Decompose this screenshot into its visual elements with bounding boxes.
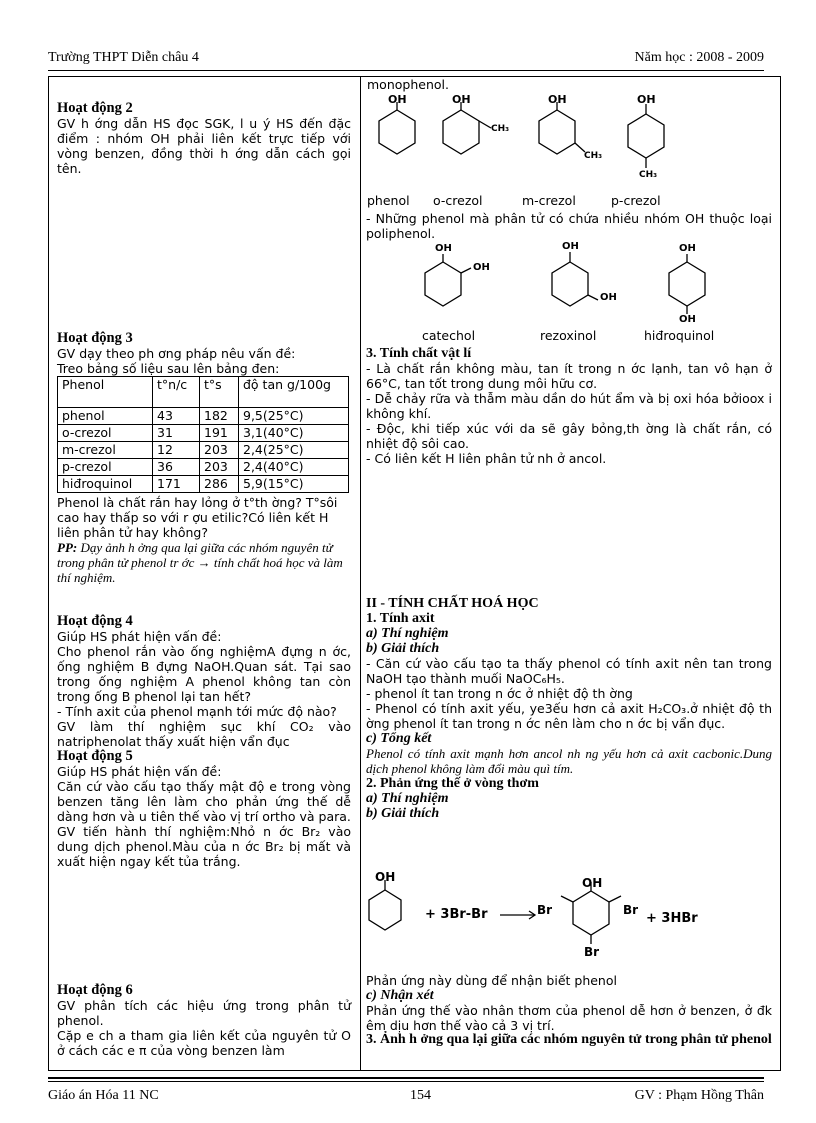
footer-title: Giáo án Hóa 11 NC (48, 1088, 159, 1103)
activity-4-title: Hoạt động 4 (57, 613, 133, 629)
table-row (58, 442, 349, 459)
table-cell: 5,9(15°C) (239, 476, 349, 493)
table-cell: 12 (153, 442, 200, 459)
table-cell: phenol (58, 408, 153, 425)
m-crezol-ring (539, 102, 585, 154)
atom-label: CH₃ (639, 170, 658, 180)
activity-6-p1: GV phân tích các hiệu ứng trong phân tử phenol. (57, 998, 351, 1028)
name-o-crezol: o-crezol (433, 193, 483, 208)
phenol-ring (379, 102, 415, 154)
list-item: - Căn cứ vào cấu tạo ta thấy phenol có tính axit nên tan trong NaOH tạo thành muối NaOC₆H₅. (366, 656, 772, 686)
name-p-crezol: p-crezol (611, 193, 661, 208)
activity-4 (57, 614, 351, 869)
activity-4-p4: GV làm thí nghiệm sục khí CO₂ vào natriphenolat thấy xuất hiện vẩn đục (57, 719, 351, 749)
atom-label: CH₃ (584, 151, 603, 161)
table-row (58, 425, 349, 442)
school-year: Năm học : 2008 - 2009 (634, 50, 764, 65)
atom-label: Br (584, 945, 600, 959)
activity-2-title: Hoạt động 2 (57, 100, 133, 116)
substitution-explanation: b) Giải thích (366, 806, 440, 821)
activity-2 (57, 101, 351, 176)
table-cell: 43 (153, 408, 200, 425)
table-row (58, 408, 349, 425)
atom-label: OH (637, 93, 656, 106)
catechol-ring (425, 254, 471, 306)
name-m-crezol: m-crezol (522, 193, 576, 208)
activity-3-question: Phenol là chất rắn hay lỏng ở t°th ờng? T°sôi cao hay thấp so với r ợu etilic?Có liên kết H liên phân tử hay không? (57, 495, 338, 540)
table-header-row (58, 377, 349, 408)
section-3-title: 3. Tính chất vật lí (366, 346, 472, 361)
observation-text: Phản ứng thế vào nhân thơm của phenol dễ hơn ở benzen, ở đk êm dịu hơn thế vào cả 3 vị trí. (366, 1003, 772, 1033)
activity-3-p1: GV dạy theo ph ơng pháp nêu vấn đề: (57, 346, 296, 361)
acidity-summary-title: c) Tổng kết (366, 731, 432, 746)
activity-5-title: Hoạt động 5 (57, 748, 133, 764)
activity-5-p3: GV tiến hành thí nghiệm:Nhỏ n ớc Br₂ vào dung dịch phenol.Màu của n ớc Br₂ bị mất và xuất hiện ngay kết tủa trắng. (57, 824, 351, 869)
table-cell: 2,4(40°C) (239, 459, 349, 476)
name-hidroquinol: hiđroquinol (644, 328, 715, 343)
activity-6 (57, 983, 351, 1058)
table-header: độ tan g/100g (239, 377, 349, 408)
observation-title: c) Nhận xét (366, 988, 434, 1003)
physical-properties (366, 346, 772, 466)
activity-4-p1: Giúp HS phát hiện vấn đề: (57, 629, 222, 644)
table-cell: m-crezol (58, 442, 153, 459)
acidity-summary: Phenol có tính axit mạnh hơn ancol nh ng yếu hơn cả axit cacbonic.Dung dịch phenol không làm đổi màu quì tím. (366, 746, 772, 776)
atom-label: OH (679, 243, 696, 254)
footer-rule-thin (48, 1081, 764, 1082)
atom-label: CH₃ (491, 124, 510, 134)
atom-label: OH (375, 870, 396, 884)
chemical-properties (366, 596, 772, 821)
activity-3 (57, 331, 351, 585)
activity-2-text: GV h ớng dẫn HS đọc SGK, l u ý HS đến đặc điểm : nhóm OH phải liên kết trực tiếp với vòng benzen, đồng thời h ớng dẫn cách gọi tên. (57, 116, 351, 176)
o-crezol-ring (443, 102, 491, 154)
school-name: Trường THPT Diễn châu 4 (48, 50, 199, 65)
atom-label: OH (582, 876, 603, 890)
table-cell: 36 (153, 459, 200, 476)
atom-label: OH (548, 93, 567, 106)
atom-label: Br (537, 903, 553, 917)
table-cell: 171 (153, 476, 200, 493)
activity-3-title: Hoạt động 3 (57, 330, 133, 346)
name-catechol: catechol (422, 328, 476, 343)
atom-label: OH (473, 262, 490, 273)
table-cell: 3,1(40°C) (239, 425, 349, 442)
table-cell: 2,4(25°C) (239, 442, 349, 459)
footer-rule (48, 1077, 764, 1079)
table-cell: 191 (200, 425, 239, 442)
phenol-ring (369, 880, 401, 930)
rezoxinol-ring (552, 252, 598, 306)
table-cell: 9,5(25°C) (239, 408, 349, 425)
substitution-title: 2. Phản ứng thế ở vòng thơm (366, 776, 539, 791)
equation-reactant: + 3Br-Br (425, 907, 488, 922)
table-header: t°n/c (153, 377, 200, 408)
atom-label: OH (600, 292, 617, 303)
table-header: Phenol (58, 377, 153, 408)
activity-6-p2: Cặp e ch a tham gia liên kết của nguyên tử O ở cách các e π của vòng benzen làm (57, 1028, 351, 1058)
atom-label: Br (623, 903, 639, 917)
table-header: t°s (200, 377, 239, 408)
list-item: - Độc, khi tiếp xúc với da sẽ gây bỏng,th ờng là chất rắn, có nhiệt độ sôi cao. (366, 421, 772, 451)
atom-label: OH (562, 241, 579, 252)
hidroquinol-ring (669, 254, 705, 314)
activity-6-title: Hoạt động 6 (57, 982, 133, 998)
p-crezol-ring (628, 104, 664, 168)
page-number: 154 (410, 1088, 431, 1103)
column-divider (360, 76, 361, 1071)
table-row (58, 476, 349, 493)
substitution-notes (366, 973, 772, 1047)
pp-label: PP: (57, 540, 78, 555)
atom-label: OH (388, 93, 407, 106)
activity-4-p3: - Tính axit của phenol mạnh tới mức độ nào? (57, 704, 337, 719)
acidity-experiment: a) Thí nghiệm (366, 626, 449, 641)
list-item: - Dễ chảy rữa và thẫm màu dần do hút ẩm và bị oxi hóa bởioox i không khí. (366, 391, 772, 421)
acidity-explanation: b) Giải thích (366, 641, 440, 656)
list-item: - Phenol có tính axit yếu, ye3ếu hơn cả axit H₂CO₃.ở nhiệt độ th ờng phenol ít tan trong n ớc nên làm cho n ớc bị vẩn đục. (366, 701, 772, 731)
poliphenol-text: - Những phenol mà phân tử có chứa nhiều nhóm OH thuộc loại poliphenol. (366, 211, 772, 241)
activity-5-p1: Giúp HS phát hiện vấn đề: (57, 764, 222, 779)
table-cell: 203 (200, 459, 239, 476)
arrow-icon (500, 911, 535, 919)
table-cell: 203 (200, 442, 239, 459)
atom-label: OH (435, 243, 452, 254)
list-item: - phenol ít tan trong n ớc ở nhiệt độ th ờng (366, 686, 633, 701)
equation-product: + 3HBr (646, 911, 698, 926)
data-table (57, 376, 349, 493)
table-cell: 182 (200, 408, 239, 425)
table-cell: p-crezol (58, 459, 153, 476)
activity-3-p2: Treo bảng số liệu sau lên bảng đen: (57, 361, 280, 376)
name-phenol: phenol (367, 193, 410, 208)
activity-4-p2: Cho phenol rắn vào ống nghiệmA đựng n ớc, ống nghiệm B đựng NaOH.Quan sát. Tại sao trong ống nghiệm A phenol không tan còn trong ống B phenol lại tan hết? (57, 644, 351, 704)
activity-5-p2: Căn cứ vào cấu tạo thấy mật độ e trong vòng benzen tăng lên làm cho phản ứng thế dễ dàng hơn và u tiên thế vào vị trí ortho và para. (57, 779, 351, 824)
atom-label: OH (452, 93, 471, 106)
tribromophenol-ring (561, 882, 621, 944)
header-rule (48, 70, 764, 71)
table-cell: 31 (153, 425, 200, 442)
table-cell: hiđroquinol (58, 476, 153, 493)
acidity-title: 1. Tính axit (366, 611, 435, 626)
pp-text: Dạy ảnh h ởng qua lại giữa các nhóm nguyên tử trong phân tử phenol tr ớc → tính chất hoá học và làm thí nghiệm. (57, 540, 343, 585)
poliphenol-structures (365, 242, 775, 322)
monophenol-label: monophenol. (367, 77, 449, 92)
atom-label: OH (679, 314, 696, 325)
mutual-influence-title: 3. Ảnh h ởng qua lại giữa các nhóm nguyên tử trong phân tử phenol (366, 1032, 772, 1047)
substitution-note: Phản ứng này dùng để nhận biết phenol (366, 973, 617, 988)
section-2-title: II - TÍNH CHẤT HOÁ HỌC (366, 596, 539, 611)
substitution-experiment: a) Thí nghiệm (366, 791, 449, 806)
footer-teacher: GV : Phạm Hồng Thân (634, 1088, 764, 1103)
name-rezoxinol: rezoxinol (540, 328, 597, 343)
table-row (58, 459, 349, 476)
table-cell: o-crezol (58, 425, 153, 442)
list-item: - Có liên kết H liên phân tử nh ở ancol. (366, 451, 607, 466)
list-item: - Là chất rắn không màu, tan ít trong n ớc lạnh, tan vô hạn ở 66°C, tan tốt trong dung môi hữu cơ. (366, 361, 772, 391)
table-cell: 286 (200, 476, 239, 493)
monophenol-structures (365, 90, 775, 190)
